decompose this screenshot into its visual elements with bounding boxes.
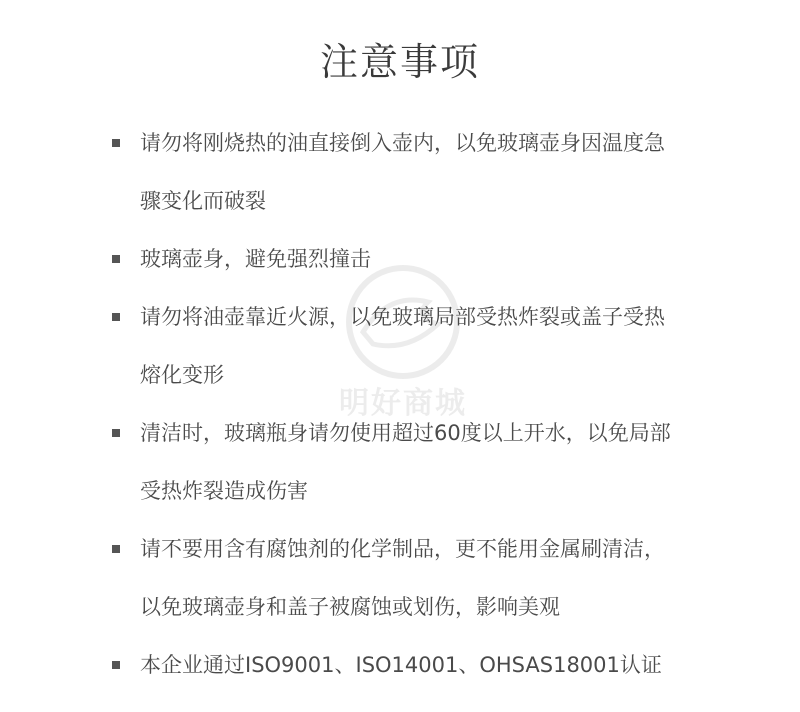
bullet-icon (112, 255, 120, 263)
note-line-1: 请勿将油壶靠近火源，以免玻璃局部受热炸裂或盖子受热 (140, 305, 665, 329)
note-item (0, 288, 740, 404)
note-line-2: 以免玻璃壶身和盖子被腐蚀或划伤，影响美观 (140, 595, 560, 619)
note-item (0, 636, 740, 694)
note-item (0, 230, 740, 288)
bullet-icon (112, 139, 120, 147)
note-line-1: 请不要用含有腐蚀剂的化学制品，更不能用金属刷清洁， (140, 537, 665, 561)
note-item (0, 114, 740, 230)
note-item (0, 404, 740, 520)
note-line-2: 受热炸裂造成伤害 (140, 479, 308, 503)
bullet-icon (112, 429, 120, 437)
note-line-1: 本企业通过ISO9001、ISO14001、OHSAS18001认证 (140, 653, 662, 677)
bullet-icon (112, 545, 120, 553)
watermark-text: 明好商城 (339, 386, 467, 421)
notes-list (0, 114, 800, 694)
page-title: 注意事项 (319, 40, 480, 84)
note-line-1: 请勿将刚烧热的油直接倒入壶内，以免玻璃壶身因温度急 (140, 131, 665, 155)
note-item (0, 520, 740, 636)
note-line-1: 清洁时，玻璃瓶身请勿使用超过60度以上开水，以免局部 (140, 421, 671, 445)
bullet-icon (112, 661, 120, 669)
note-line-2: 熔化变形 (140, 363, 224, 387)
note-line-2: 骤变化而破裂 (140, 189, 266, 213)
bullet-icon (112, 313, 120, 321)
note-line-1: 玻璃壶身，避免强烈撞击 (140, 247, 371, 271)
